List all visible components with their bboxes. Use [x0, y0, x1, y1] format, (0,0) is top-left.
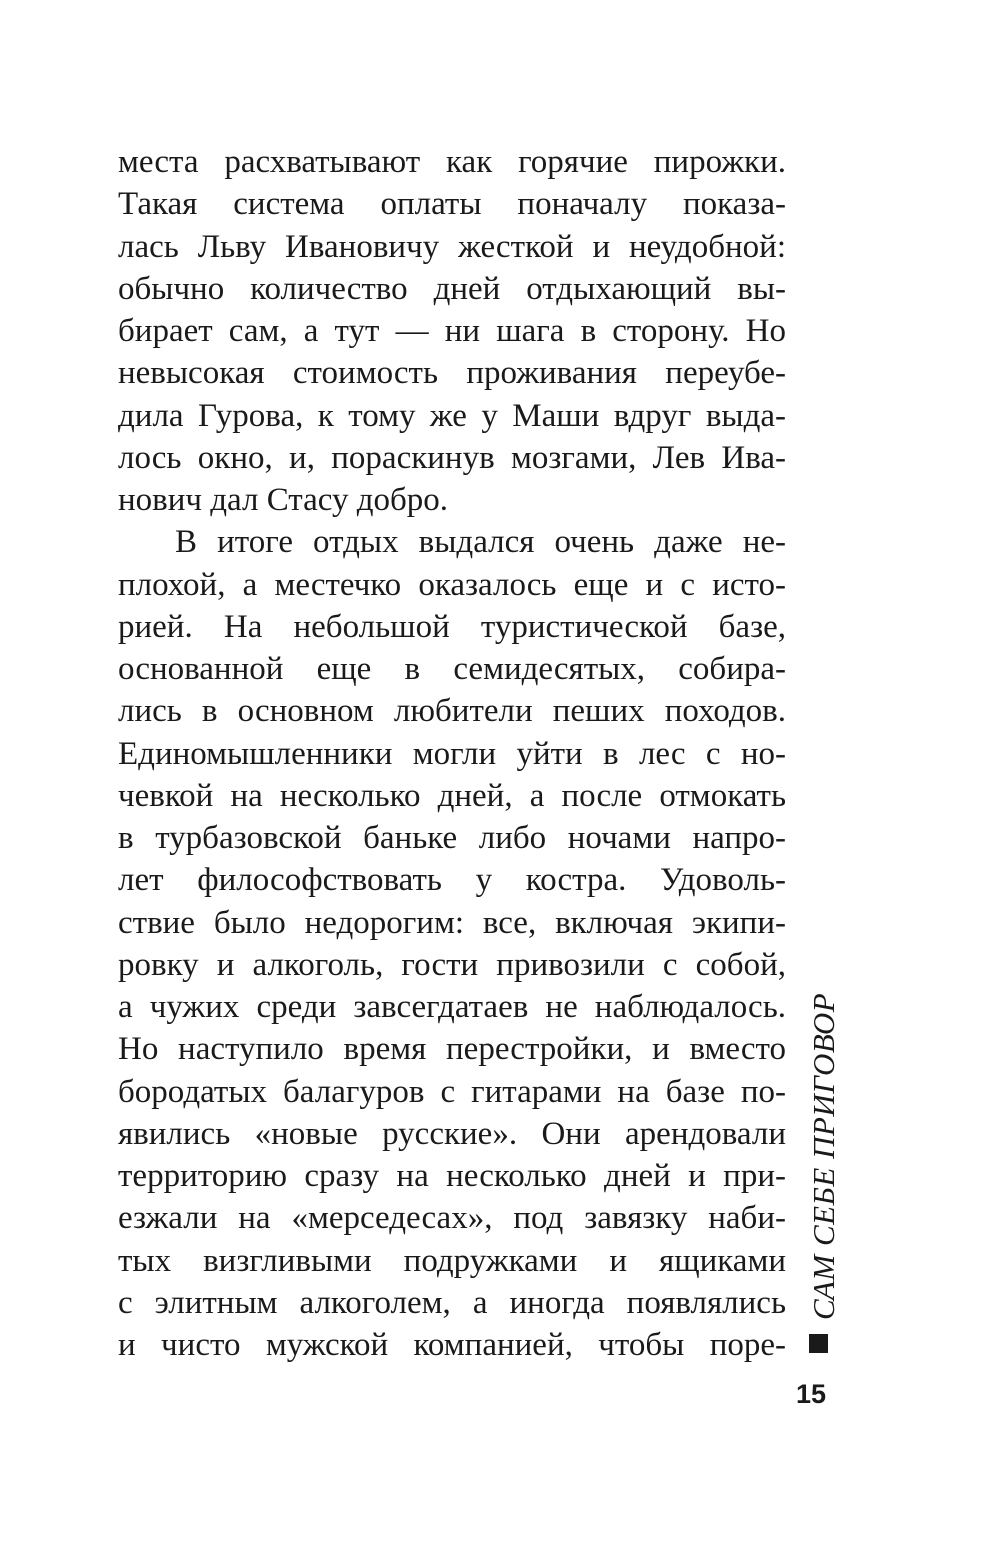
- text-line: В итоге отдых выдался очень даже не-: [175, 524, 786, 561]
- text-line: Но наступило время перестройки, и вместо: [118, 1031, 786, 1068]
- text-line: Такая система оплаты поначалу показа-: [118, 186, 786, 223]
- text-line: нович дал Стасу добро.: [118, 482, 449, 518]
- text-line: плохой, а местечко оказалось еще и с исто-: [118, 566, 786, 603]
- text-line: лась Льву Ивановичу жесткой и неудобной:: [118, 228, 786, 265]
- text-line: обычно количество дней отдыхающий вы-: [118, 270, 786, 307]
- running-title: САМ СЕБЕ ПРИГОВОР: [806, 992, 841, 1320]
- text-line: территорию сразу на несколько дней и при-: [118, 1158, 786, 1194]
- text-line: лись в основном любители пеших походов.: [118, 693, 786, 730]
- text-line: лось окно, и, пораскинув мозгами, Лев Ива-: [118, 439, 786, 476]
- text-line: основанной еще в семидесятых, собира-: [118, 651, 786, 687]
- text-line: невысокая стоимость проживания переубе-: [118, 355, 786, 392]
- text-line: тых визгливыми подружками и ящиками: [118, 1242, 786, 1279]
- text-line: с элитным алкоголем, а иногда появлялись: [118, 1284, 786, 1321]
- body-text: [118, 141, 786, 1366]
- text-line: чевкой на несколько дней, а после отмокать: [118, 777, 786, 814]
- text-line: в турбазовской баньке либо ночами напро-: [118, 820, 786, 856]
- text-line: езжали на «мерседесах», под завязку наби-: [118, 1200, 786, 1237]
- text-line: ровку и алкоголь, гости привозили с собой,: [118, 946, 786, 983]
- square-marker-icon: [809, 1334, 828, 1353]
- text-line: бирает сам, а тут — ни шага в сторону. Но: [118, 313, 786, 349]
- text-line: ствие было недорогим: все, включая экипи-: [118, 904, 786, 941]
- text-line: места расхватывают как горячие пирожки.: [118, 144, 786, 180]
- text-line: Единомышленники могли уйти в лес с но-: [118, 735, 786, 772]
- text-line: бородатых балагуров с гитарами на базе по-: [118, 1073, 786, 1110]
- text-line: и чисто мужской компанией, чтобы поре-: [118, 1327, 786, 1363]
- text-line: явились «новые русские». Они арендовали: [118, 1115, 786, 1152]
- text-line: а чужих среди завсегдатаев не наблюдалось.: [118, 989, 786, 1025]
- page-number: 15: [796, 1379, 827, 1409]
- text-line: рией. На небольшой туристической базе,: [118, 608, 786, 645]
- text-line: дила Гурова, к тому же у Маши вдруг выда-: [118, 397, 786, 434]
- text-line: лет философствовать у костра. Удоволь-: [118, 862, 786, 899]
